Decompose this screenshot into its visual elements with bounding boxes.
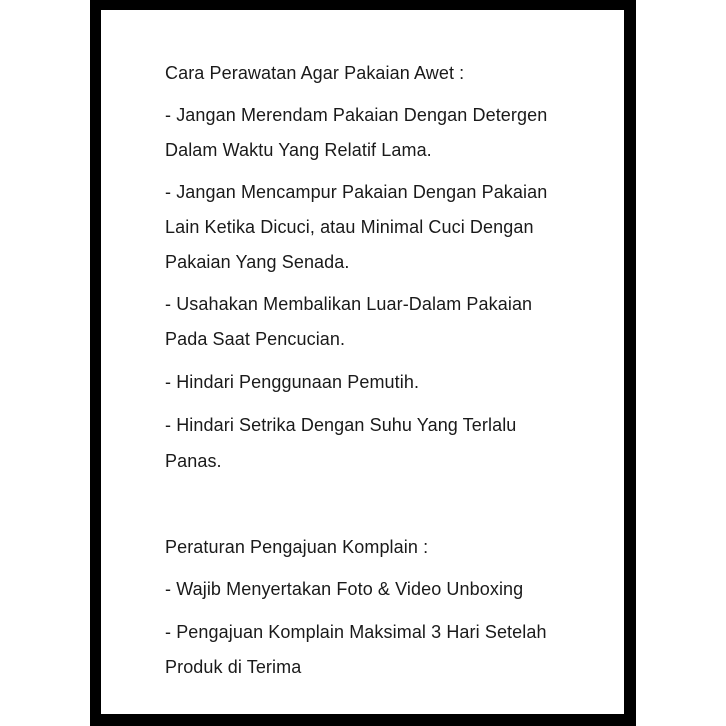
care-item-1-line-2: Dalam Waktu Yang Relatif Lama. <box>165 140 432 160</box>
care-item-4-line-1: - Hindari Penggunaan Pemutih. <box>165 372 420 392</box>
complaint-item-1-line-1: - Wajib Menyertakan Foto & Video Unboxing <box>165 579 524 599</box>
care-item-3-line-1: - Usahakan Membalikan Luar-Dalam Pakaian <box>165 294 533 314</box>
complaint-heading: Peraturan Pengajuan Komplain : <box>165 537 429 557</box>
care-item-2-line-1: - Jangan Mencampur Pakaian Dengan Pakaian <box>165 182 548 202</box>
complaint-item-2-line-2: Produk di Terima <box>165 657 302 677</box>
care-item-2-line-2: Lain Ketika Dicuci, atau Minimal Cuci Dengan <box>165 217 534 237</box>
care-item-5-line-1: - Hindari Setrika Dengan Suhu Yang Terlalu <box>165 415 517 435</box>
care-item-2-line-3: Pakaian Yang Senada. <box>165 252 350 272</box>
care-item-1-line-1: - Jangan Merendam Pakaian Dengan Detergen <box>165 105 548 125</box>
care-heading: Cara Perawatan Agar Pakaian Awet : <box>165 63 465 83</box>
complaint-item-2-line-1: - Pengajuan Komplain Maksimal 3 Hari Setelah <box>165 622 547 642</box>
care-item-5-line-2: Panas. <box>165 451 222 471</box>
care-item-3-line-2: Pada Saat Pencucian. <box>165 329 346 349</box>
